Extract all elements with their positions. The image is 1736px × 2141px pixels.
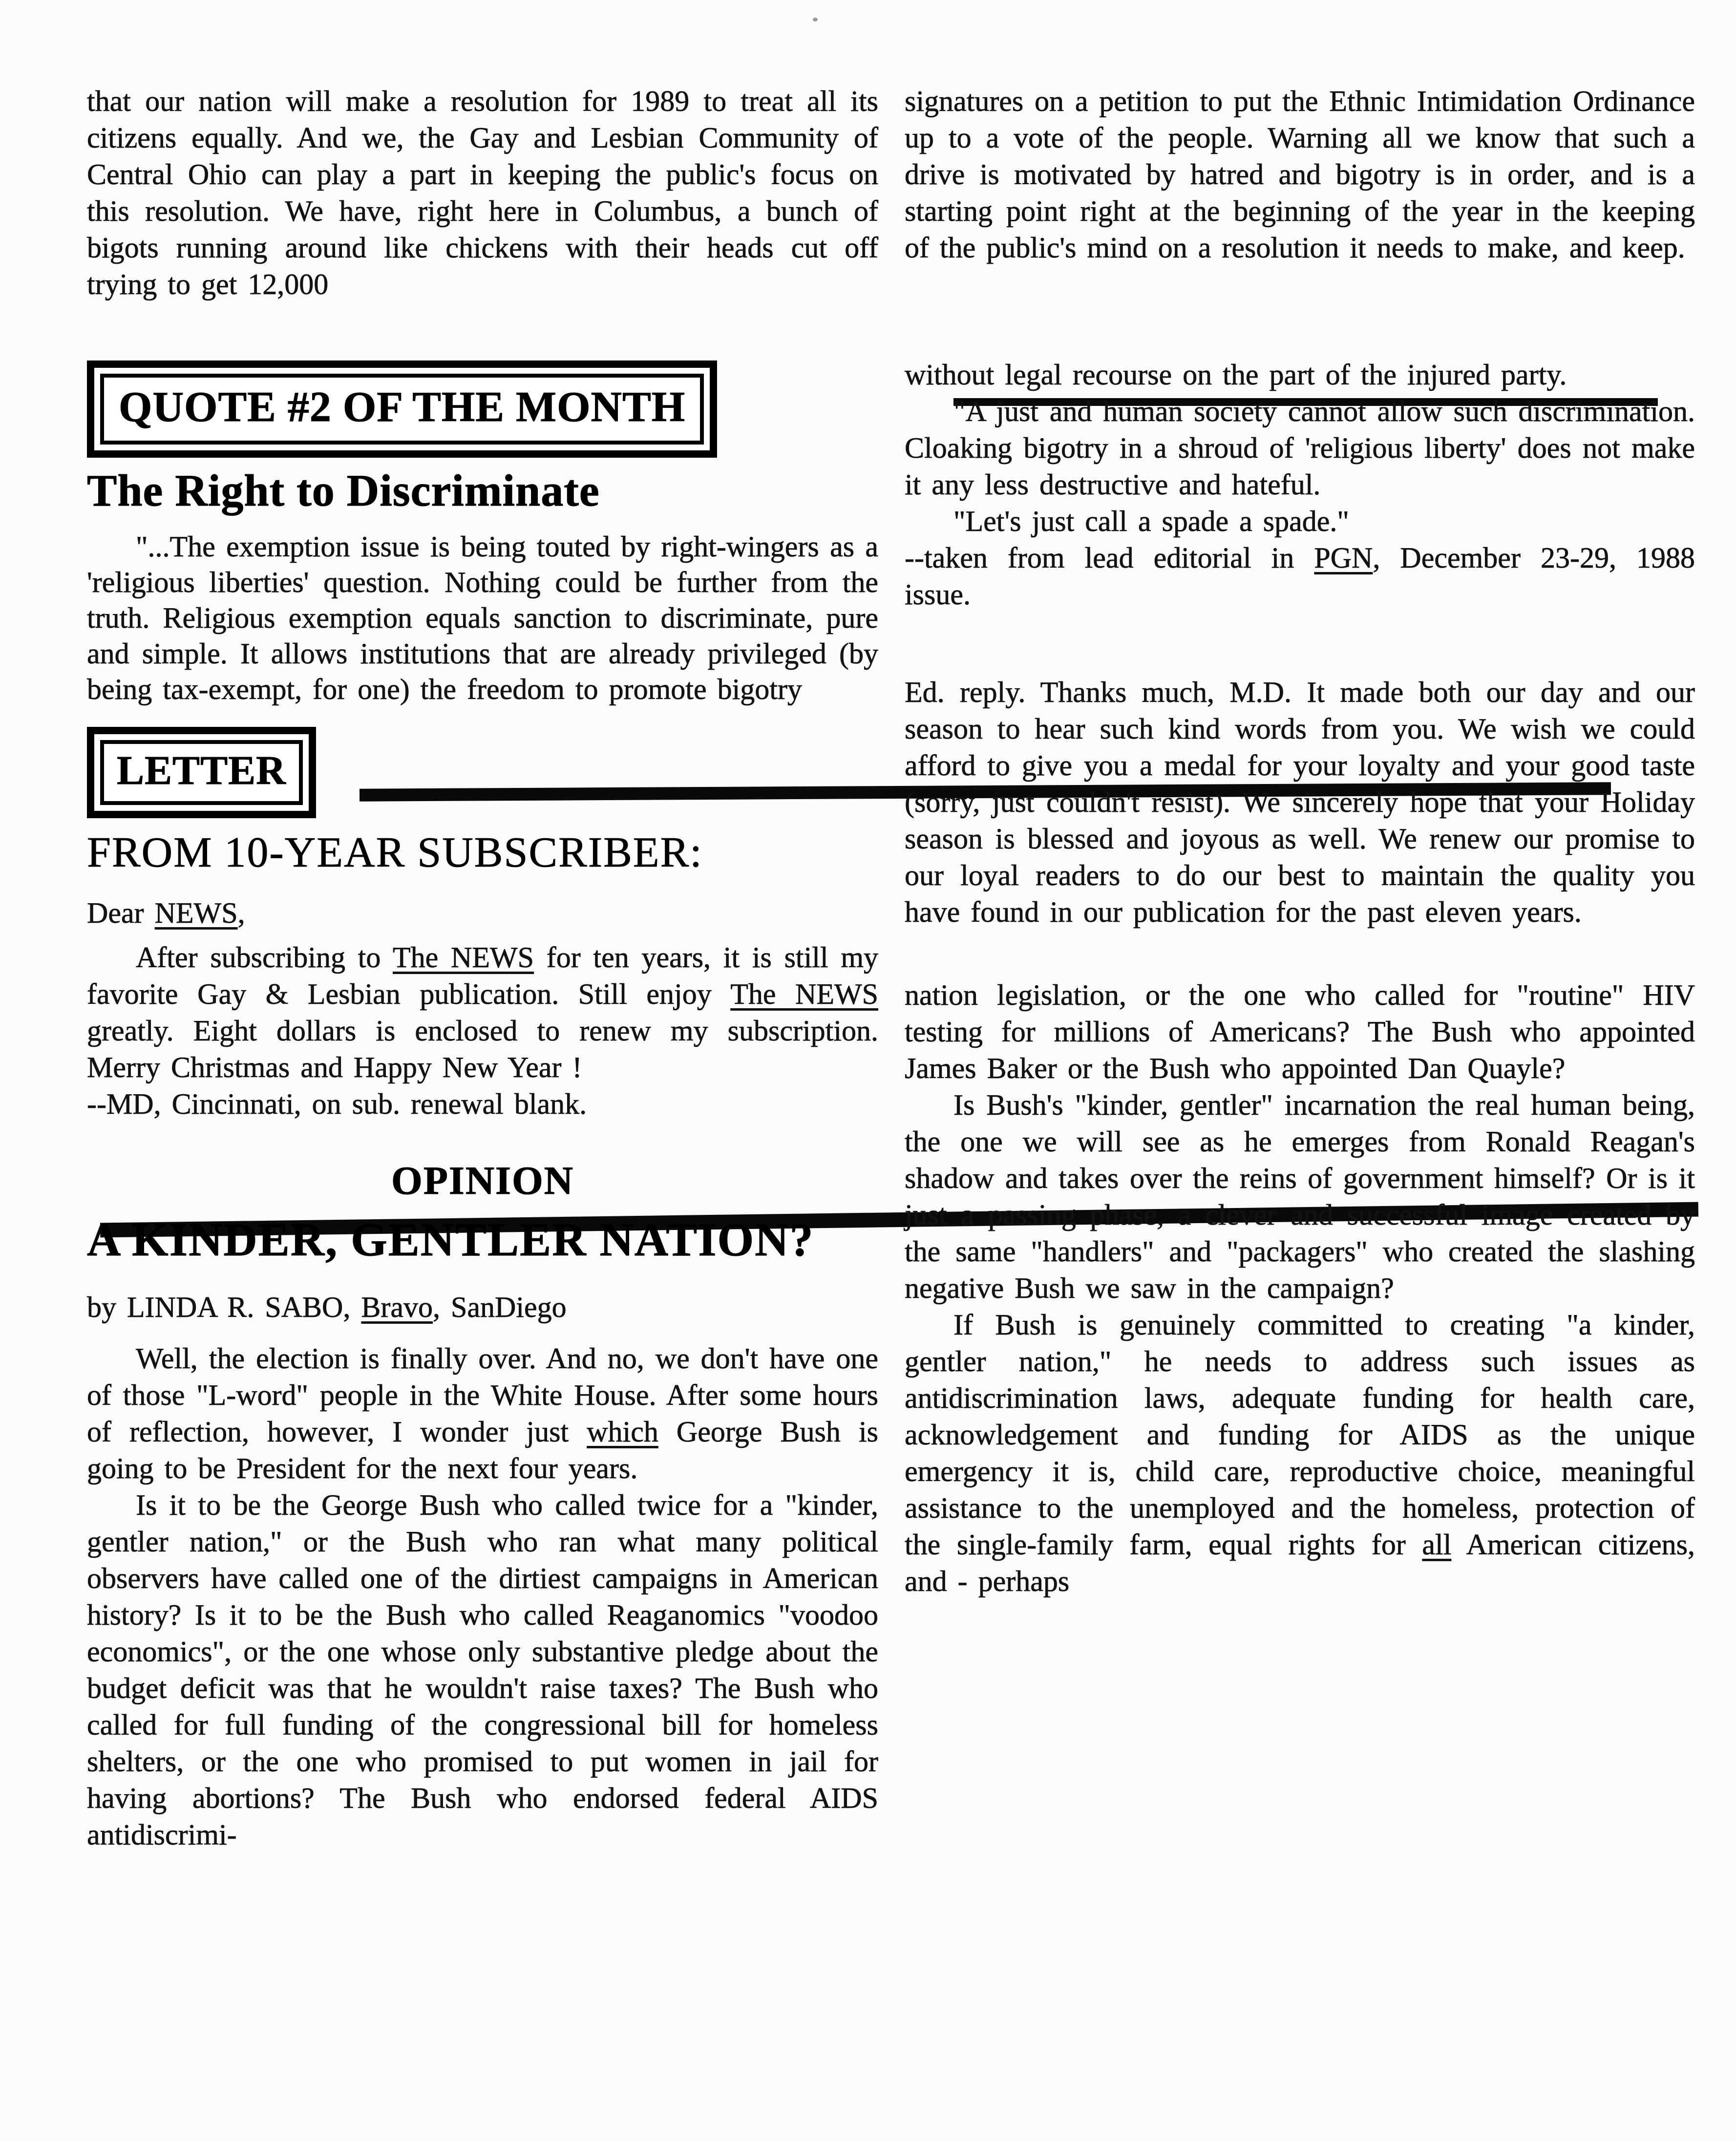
- quote-body-text: "...The exemption issue is being touted by right-wingers as a 'religious liberties' question. Nothing could be further from the truth. Religious exemption equals sanction to discriminate, pure and simple. It allows institutions that are already privileged (by being tax-exempt, for one) the freedom to promote bigotry: [87, 530, 878, 705]
- opinion-text-segment: If Bush is genuinely committed to creating "a kinder, gentler nation," he needs to address such issues as antidiscrimination laws, adequate funding for health care, acknowledgement and funding for AIDS as the unique emergency it is, child care, reproductive choice, meaningful assistance to the unemployed and the homeless, protection of the single-family farm, equal rights for: [905, 1309, 1695, 1561]
- byline-location: , SanDiego: [433, 1291, 567, 1323]
- quote-continuation-2: "A just and human society cannot allow such discrimination. Cloaking bigotry in a shroud of 'religious liberty' does not make it any less destructive and hateful.: [905, 395, 1695, 501]
- quote-continuation-3: "Let's just call a spade a spade.": [953, 505, 1349, 537]
- opinion-paragraph-1: [87, 1340, 878, 1487]
- right-column: [905, 83, 1695, 1600]
- quote-of-the-month-label: QUOTE #2 OF THE MONTH: [100, 374, 704, 445]
- letter-signature: --MD, Cincinnati, on sub. renewal blank.: [87, 1088, 587, 1120]
- pgn-underlined: PGN: [1314, 542, 1373, 574]
- opinion-continuation-2: Is Bush's "kinder, gentler" incarnation the real human being, the one we will see as he emerges from Ronald Reagan's shadow and takes over the reins of government himself? Or is it just a passing phase, a clever and successful image created by the same "handlers" and "packagers" who created the slashing negative Bush we saw in the campaign?: [905, 1089, 1695, 1304]
- quote-article-title: The Right to Discriminate: [87, 466, 600, 515]
- letter-text-segment: for ten years, it is still my favorite Gay & Lesbian publication. Still enjoy: [87, 941, 879, 1010]
- opinion-section-label: OPINION: [391, 1158, 574, 1203]
- attribution-text: --taken from lead editorial in: [905, 542, 1314, 574]
- salutation-comma: ,: [237, 897, 245, 929]
- the-news-underlined: The NEWS: [393, 941, 534, 974]
- letter-body-text: [87, 939, 878, 1086]
- all-underlined: all: [1422, 1528, 1452, 1561]
- letter-heading: FROM 10-YEAR SUBSCRIBER:: [87, 829, 703, 876]
- opinion-text-segment: George Bush is going to be President for the next four years.: [87, 1416, 878, 1484]
- opinion-paragraph-2: Is it to be the George Bush who called twice for a "kinder, gentler nation," or the Bush who ran what many political observers have called one of the dirtiest campaigns in American history? Is it to be the Bush who called Reaganomics "voodoo economics", or the one whose only substantive pledge about the budget deficit was that he wouldn't raise taxes? The Bush who called for full funding of the congressional bill for homeless shelters, or the one who promised to put women in jail for having abortions? The Bush who endorsed federal AIDS antidiscrimi-: [87, 1489, 878, 1851]
- left-column: [87, 83, 878, 1853]
- news-underlined: NEWS: [154, 897, 238, 929]
- letter-salutation: [87, 895, 878, 932]
- the-news-underlined: The NEWS: [730, 978, 878, 1010]
- scan-speck: [813, 18, 818, 21]
- article-continuation-left: that our nation will make a resolution for 1989 to treat all its citizens equally. And we, the Gay and Lesbian Community of Central Ohio can play a part in keeping the public's focus on this resolution. We have, right here in Columbus, a bunch of bigots running around like chickens with their heads cut off trying to get 12,000: [87, 85, 878, 300]
- quote-attribution: [905, 540, 1695, 613]
- opinion-text-segment: American citizens, and - perhaps: [905, 1528, 1695, 1597]
- opinion-byline: [87, 1289, 878, 1326]
- opinion-continuation-3: [905, 1307, 1695, 1600]
- opinion-article-title: A KINDER, GENTLER NATION?: [87, 1213, 814, 1266]
- opinion-text-segment: Well, the election is finally over. And no, we don't have one of those "L-word" people in the White House. After some hours of reflection, however, I wonder just: [87, 1342, 878, 1448]
- which-underlined: which: [587, 1416, 658, 1448]
- byline-text: by LINDA R. SABO,: [87, 1291, 361, 1323]
- editor-reply: Ed. reply. Thanks much, M.D. It made both our day and our season to hear such kind words from you. We wish we could afford to give you a medal for your loyalty and your good taste (sorry, just couldn't resist). We sincerely hope that your Holiday season is blessed and joyous as well. We renew our promise to our loyal readers to do our best to maintain the quality you have found in our publication for the past eleven years.: [905, 676, 1695, 928]
- bravo-underlined: Bravo: [361, 1291, 433, 1323]
- letter-box-label: LETTER: [100, 740, 303, 805]
- letter-text-segment: After subscribing to: [136, 941, 393, 974]
- quote-continuation-1: without legal recourse on the part of the injured party.: [905, 359, 1567, 391]
- article-continuation-right: signatures on a petition to put the Ethnic Intimidation Ordinance up to a vote of the people. Warning all we know that such a drive is motivated by hatred and bigotry is in order, and is a starting point right at the beginning of the year in the keeping of the public's mind on a resolution it needs to make, and keep.: [905, 85, 1695, 264]
- attribution-date: , December 23-29, 1988 issue.: [905, 542, 1695, 611]
- salutation-text: Dear: [87, 897, 155, 929]
- opinion-continuation-1: nation legislation, or the one who called for "routine" HIV testing for millions of Americans? The Bush who appointed James Baker or the Bush who appointed Dan Quayle?: [905, 979, 1695, 1084]
- quote-of-the-month-box: [87, 360, 717, 458]
- letter-box: [87, 727, 316, 818]
- letter-text-segment: greatly. Eight dollars is enclosed to renew my subscription. Merry Christmas and Happy New Year !: [87, 1015, 878, 1083]
